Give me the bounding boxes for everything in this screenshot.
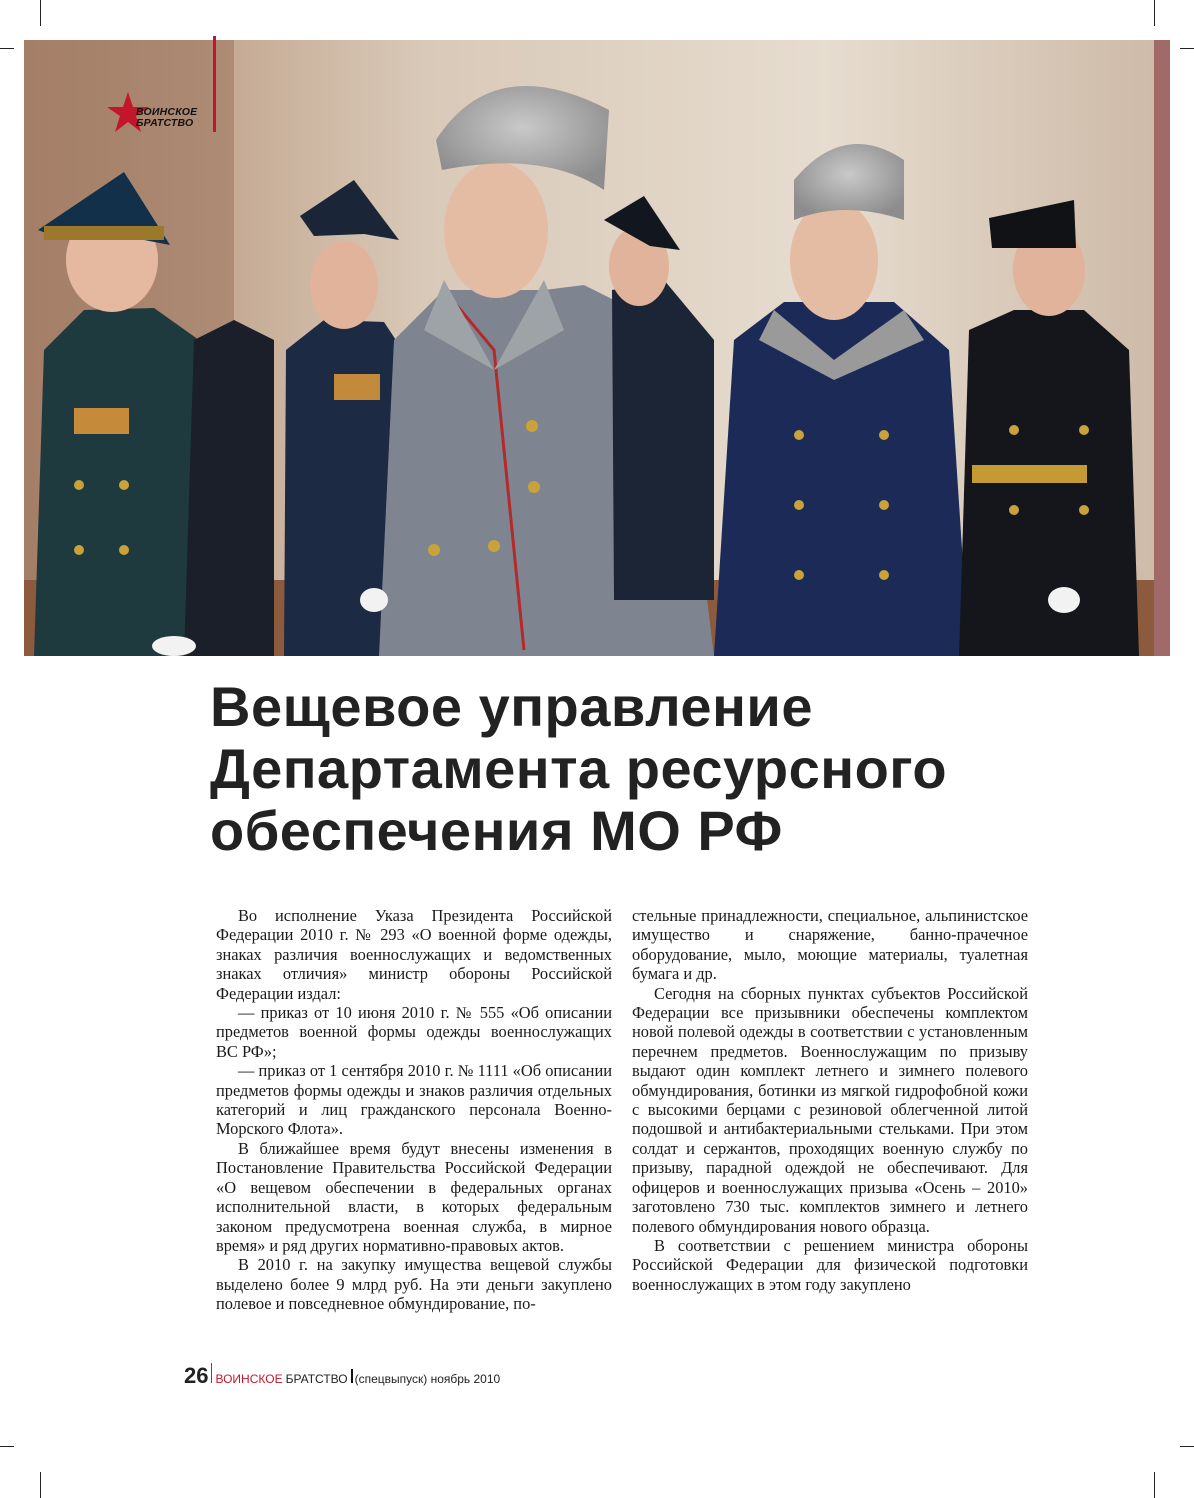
footer-divider <box>351 1369 353 1383</box>
logo-line-1: ВОИНСКОЕ <box>136 106 198 118</box>
headline-line: обеспечения МО РФ <box>210 799 783 862</box>
article-headline <box>210 676 1110 862</box>
crop-mark <box>1154 0 1155 26</box>
headline-line: Департамента ресурсного <box>210 737 948 800</box>
paragraph: Во исполнение Указа Президента Российской Федерации 2010 г. № 293 «О военной форме одежды, знаках различия военнослужащих и ведомственных знаках отличия» министр обороны Российской Федерации издал: <box>216 906 612 1003</box>
page-footer <box>184 1363 500 1389</box>
headline-line: Вещевое управление <box>210 675 813 738</box>
footer-divider <box>211 1363 212 1383</box>
crop-mark <box>1180 48 1194 49</box>
magazine-name-part2: БРАТСТВО <box>285 1372 348 1386</box>
crop-mark <box>0 1446 14 1447</box>
crop-mark <box>40 0 41 26</box>
magazine-name-part1: ВОИНСКОЕ <box>215 1372 283 1386</box>
paragraph: — приказ от 10 июня 2010 г. № 555 «Об описании предметов военной формы одежды военнослужащих ВС РФ»; <box>216 1003 612 1061</box>
issue-info: (спецвыпуск) ноябрь 2010 <box>354 1372 501 1386</box>
page-number: 26 <box>184 1363 209 1388</box>
paragraph: В ближайшее время будут внесены изменения в Постановление Правительства Российской Федерации «О вещевом обеспечении в федеральных органах исполнительной власти, в которых федеральным законом предусмотрена военная служба, в мирное время» и ряд других нормативно-правовых актов. <box>216 1138 612 1255</box>
paragraph: Сегодня на сборных пунктах субъектов Российской Федерации все призывники обеспечены комплектом новой полевой одежды в соответствии с установленным перечнем предметов. Военнослужащим по призыву выдают один комплект летнего и зимнего полевого обмундирования, ботинки из мягкой гидрофобной кожи с высокими берцами с резиновой облегченной литой подошвой и антибактериальными стельками. При этом солдат и сержантов, проходящих военную службу по призыву, парадной одеждой не обеспечивают. Для офицеров и военнослужащих призыва «Осень – 2010» заготовлено 730 тыс. комплектов зимнего и летнего полевого обмундирования нового образца. <box>632 983 1028 1236</box>
paragraph: В соответствии с решением министра обороны Российской Федерации для физической подготовки военнослужащих в этом году закуплено <box>632 1235 1028 1294</box>
crop-mark <box>1154 1472 1155 1498</box>
crop-mark <box>1180 1446 1194 1447</box>
logo-line-2: БРАТСТВО <box>136 117 194 129</box>
paragraph: — приказ от 1 сентября 2010 г. № 1111 «Об описании предметов формы одежды и знаков различия отдельных категорий и лиц гражданского персонала Военно-Морского Флота». <box>216 1061 612 1139</box>
crop-mark <box>0 48 14 49</box>
article-column-1 <box>216 906 612 1314</box>
paragraph: В 2010 г. на закупку имущества вещевой службы выделено более 9 млрд руб. На эти деньги закуплено полевое и повседневное обмундирование, по- <box>216 1255 612 1314</box>
crop-mark <box>40 1472 41 1498</box>
paragraph: стельные принадлежности, специальное, альпинистское имущество и снаряжение, банно-прачечное оборудование, мыло, моющие материалы, туалетная бумага и др. <box>632 906 1028 984</box>
article-column-2 <box>632 906 1028 1294</box>
logo-text <box>136 107 197 129</box>
